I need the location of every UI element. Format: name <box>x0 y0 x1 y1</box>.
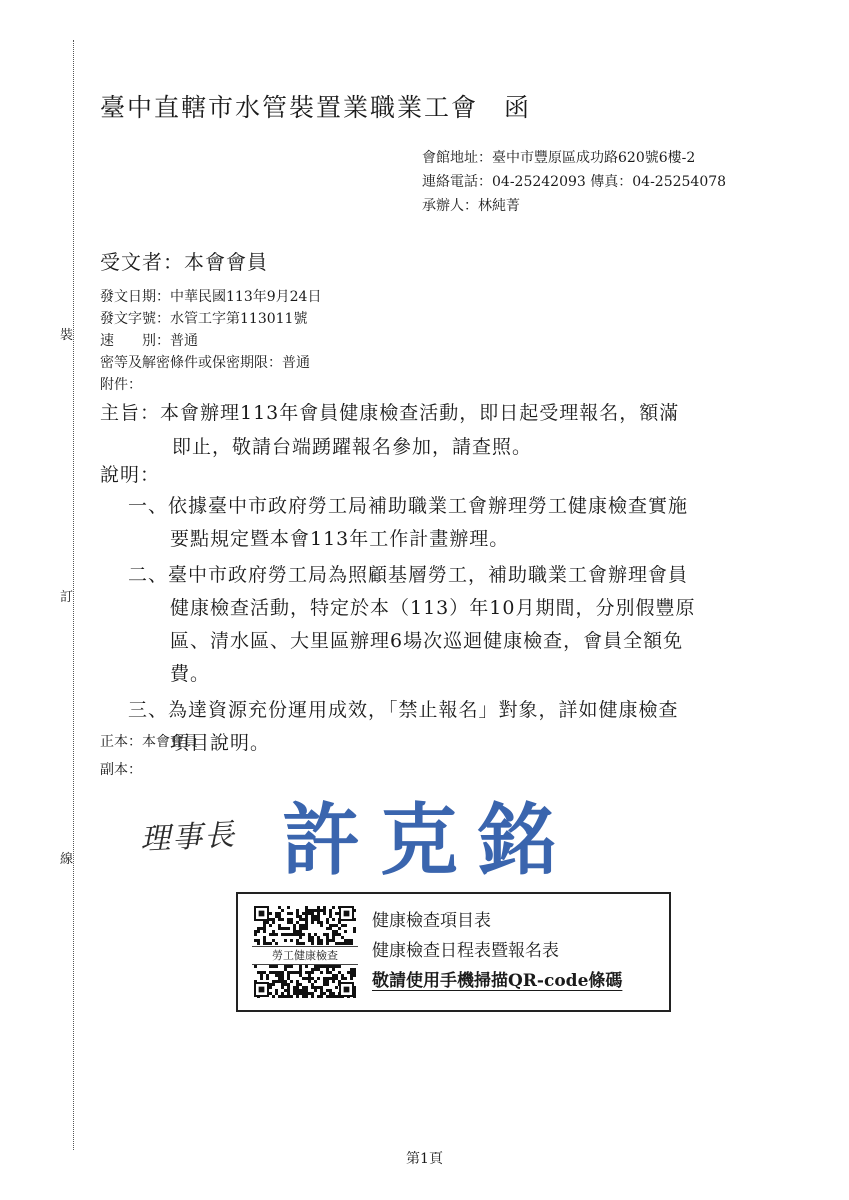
explanation-list <box>128 490 695 763</box>
signature-seal-name: 許克銘 <box>282 795 577 886</box>
issue-date: 發文日期：中華民國113年9月24日 <box>100 289 322 305</box>
original-copy: 正本：本會會員 <box>100 734 198 750</box>
meta-block <box>100 286 321 396</box>
binding-mark-middle: 訂 <box>60 590 74 605</box>
binding-mark-top: 裝 <box>60 328 74 343</box>
explanation-item-2-line-3: 區、清水區、大里區辦理6場次巡迴健康檢查，會員全額免 <box>170 630 684 652</box>
explanation-item-1-line-1: 一、依據臺中市政府勞工局補助職業工會辦理勞工健康檢查實施 <box>128 495 689 517</box>
qr-code-wrap[interactable] <box>252 904 358 1000</box>
copies-block <box>100 728 198 784</box>
qr-item-2: 健康檢查日程表暨報名表 <box>372 941 559 961</box>
address-line: 會館地址：臺中市豐原區成功路620號6樓-2 <box>422 150 696 166</box>
page-number: 第1頁 <box>406 1151 443 1167</box>
delivery-speed: 速 別：普通 <box>100 333 198 349</box>
document-number: 發文字號：水管工字第113011號 <box>100 311 308 327</box>
explanation-item-2-line-1: 二、臺中市政府勞工局為照顧基層勞工，補助職業工會辦理會員 <box>128 564 689 586</box>
explanation-item-2 <box>128 559 695 691</box>
explanation-item-1-line-2: 要點規定暨本會113年工作計畫辦理。 <box>170 528 510 550</box>
subject-line-1: 主旨：本會辦理113年會員健康檢查活動，即日起受理報名，額滿 <box>100 402 680 424</box>
subject-line-2: 即止，敬請台端踴躍報名參加，請查照。 <box>172 436 533 458</box>
qr-item-1: 健康檢查項目表 <box>372 911 491 931</box>
organization-name: 臺中直轄市水管裝置業職業工會 <box>100 93 479 122</box>
explanation-item-3-line-1: 三、為達資源充份運用成效，「禁止報名」對象，詳如健康檢查 <box>128 699 679 721</box>
qr-section <box>236 892 671 1012</box>
duplicate-copy: 副本： <box>100 762 142 778</box>
qr-texts <box>372 906 622 996</box>
explanation-item-2-line-4: 費。 <box>170 663 211 685</box>
explanation-heading: 說明： <box>100 464 161 486</box>
contact-block <box>422 146 726 218</box>
qr-label: 勞工健康檢查 <box>252 946 358 965</box>
binding-mark-bottom: 線 <box>60 852 74 867</box>
recipient-line: 受文者：本會會員 <box>100 250 268 274</box>
explanation-item-2-line-2: 健康檢查活動，特定於本（113）年10月期間，分別假豐原 <box>170 597 696 619</box>
signature-title: 理事長 <box>139 817 238 858</box>
explanation-item-1 <box>128 490 695 556</box>
subject-block <box>100 396 679 464</box>
explanation-item-3-line-2: 項目說明。 <box>170 732 271 754</box>
handler-line: 承辦人：林純菁 <box>422 198 520 214</box>
binding-line <box>73 40 74 1150</box>
phone-fax-line: 連絡電話：04-25242093 傳真：04-25254078 <box>422 174 727 190</box>
document-kind: 函 <box>504 93 532 122</box>
attachment: 附件： <box>100 377 142 393</box>
document-title <box>100 88 531 124</box>
qr-note: 敬請使用手機掃描QR-code條碼 <box>372 971 623 991</box>
explanation-item-3 <box>128 694 695 760</box>
classification: 密等及解密條件或保密期限：普通 <box>100 355 310 371</box>
